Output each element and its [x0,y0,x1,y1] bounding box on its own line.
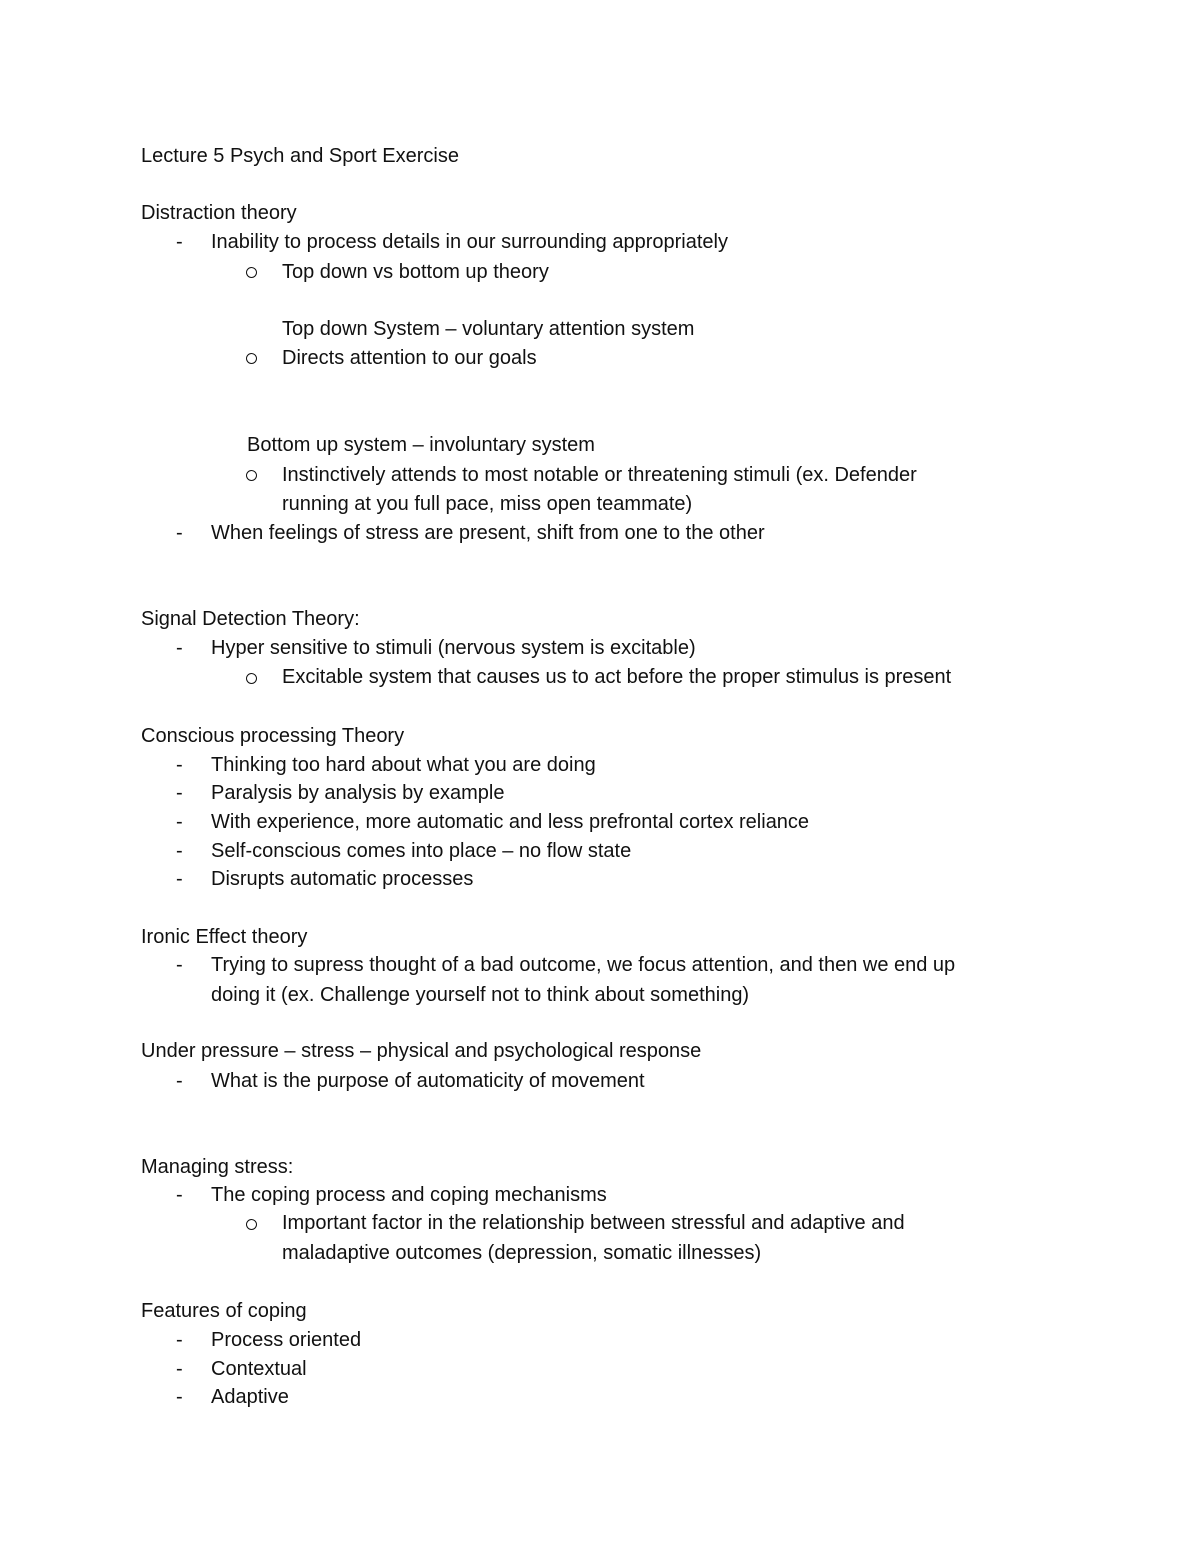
list-item: Contextual [211,1358,307,1380]
list-item-continuation: maladaptive outcomes (depression, somatic illnesses) [282,1242,762,1264]
list-item: When feelings of stress are present, shift from one to the other [211,522,765,544]
circle-bullet-icon [246,1219,257,1230]
list-item: Excitable system that causes us to act before the proper stimulus is present [282,666,952,688]
section-heading-pressure: Under pressure – stress – physical and psychological response [141,1040,702,1062]
list-item: Process oriented [211,1329,362,1351]
list-item: Important factor in the relationship between stressful and adaptive and [282,1212,905,1234]
list-item: Directs attention to our goals [282,347,537,369]
list-item-continuation: doing it (ex. Challenge yourself not to think about something) [211,984,750,1006]
list-item: Hyper sensitive to stimuli (nervous system is excitable) [211,637,696,659]
dash-bullet-icon: - [176,637,183,659]
section-heading-ironic: Ironic Effect theory [141,926,308,948]
section-heading-conscious: Conscious processing Theory [141,725,405,747]
dash-bullet-icon: - [176,522,183,544]
circle-bullet-icon [246,267,257,278]
dash-bullet-icon: - [176,1184,183,1206]
dash-bullet-icon: - [176,868,183,890]
dash-bullet-icon: - [176,954,183,976]
list-item: Thinking too hard about what you are doing [211,754,596,776]
section-heading-distraction: Distraction theory [141,202,297,224]
circle-bullet-icon [246,353,257,364]
list-item: Trying to supress thought of a bad outcome, we focus attention, and then we end up [211,954,956,976]
dash-bullet-icon: - [176,811,183,833]
list-item: What is the purpose of automaticity of movement [211,1070,645,1092]
dash-bullet-icon: - [176,782,183,804]
list-item: Top down vs bottom up theory [282,261,549,283]
section-heading-signal: Signal Detection Theory: [141,608,360,630]
dash-bullet-icon: - [176,1329,183,1351]
section-heading-features: Features of coping [141,1300,307,1322]
section-heading-managing: Managing stress: [141,1156,294,1178]
list-item: Self-conscious comes into place – no flow state [211,840,632,862]
dash-bullet-icon: - [176,754,183,776]
list-item: Inability to process details in our surrounding appropriately [211,231,728,253]
list-item: Instinctively attends to most notable or threatening stimuli (ex. Defender [282,464,917,486]
list-item-continuation: running at you full pace, miss open teammate) [282,493,693,515]
list-item: The coping process and coping mechanisms [211,1184,607,1206]
dash-bullet-icon: - [176,840,183,862]
dash-bullet-icon: - [176,1358,183,1380]
dash-bullet-icon: - [176,231,183,253]
list-item: Adaptive [211,1386,289,1408]
list-item: Top down System – voluntary attention system [282,318,695,340]
circle-bullet-icon [246,673,257,684]
dash-bullet-icon: - [176,1386,183,1408]
dash-bullet-icon: - [176,1070,183,1092]
circle-bullet-icon [246,470,257,481]
list-item: With experience, more automatic and less prefrontal cortex reliance [211,811,810,833]
list-item: Disrupts automatic processes [211,868,474,890]
list-item: Paralysis by analysis by example [211,782,505,804]
list-item: Bottom up system – involuntary system [247,434,595,456]
document-title: Lecture 5 Psych and Sport Exercise [141,145,459,167]
